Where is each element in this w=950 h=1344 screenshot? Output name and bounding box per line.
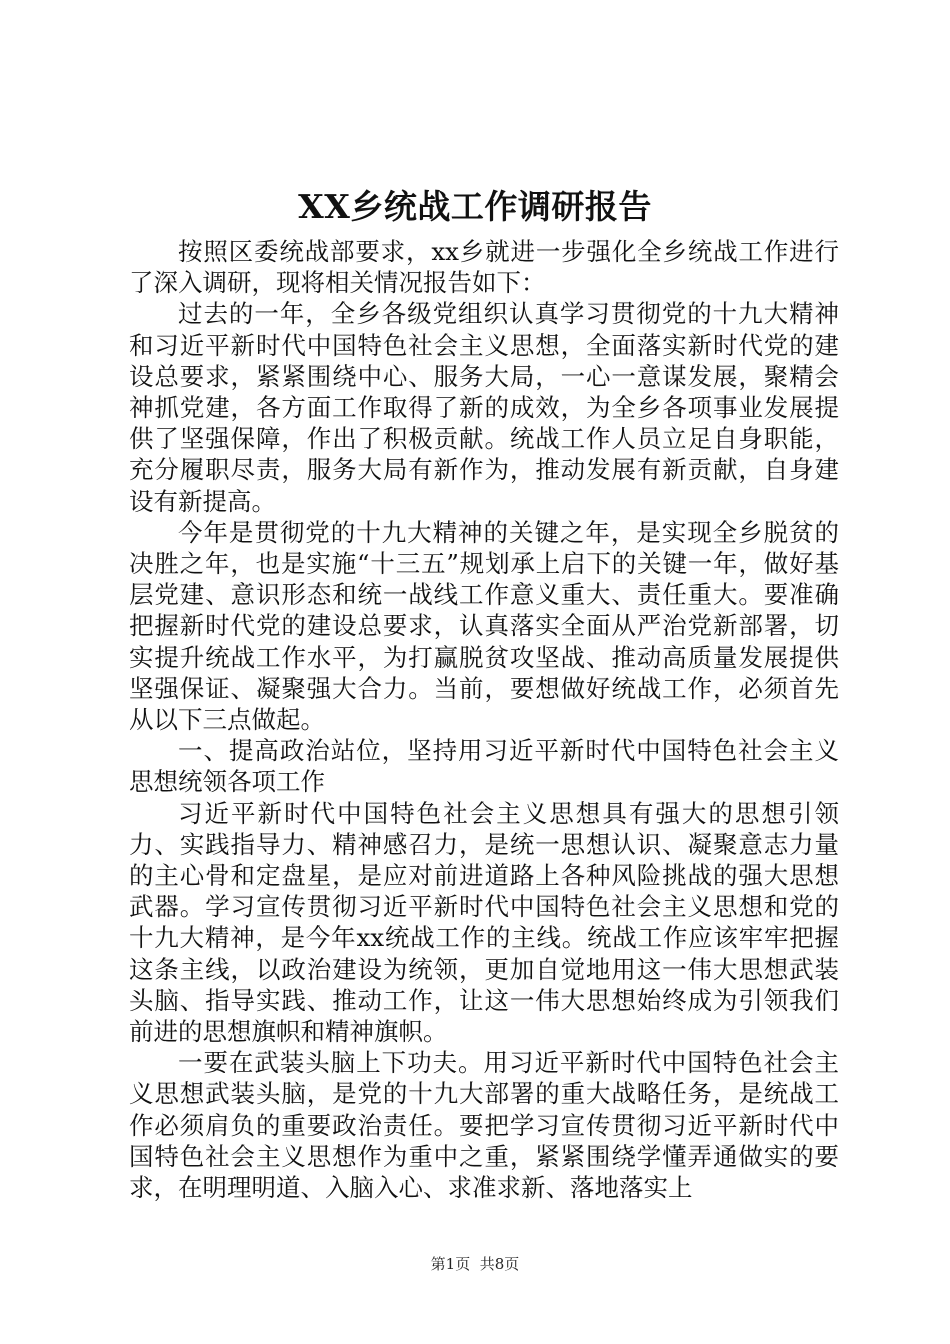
- paragraph-arm-minds: 一要在武装头脑上下功夫。用习近平新时代中国特色社会主义思想武装头脑，是党的十九大部署的重大战略任务，是统战工作必须肩负的重要政治责任。要把学习宣传贯彻习近平新时代中国特色社会主义思想作为重中之重，紧紧围绕学懂弄通做实的要求，在明理明道、入脑入心、求准求新、落地落实上: [129, 1048, 839, 1203]
- page-footer: [0, 1254, 950, 1274]
- page-number: 第1页: [430, 1255, 471, 1273]
- paragraph-past-year: 过去的一年，全乡各级党组织认真学习贯彻党的十九大精神和习近平新时代中国特色社会主义思想，全面落实新时代党的建设总要求，紧紧围绕中心、服务大局，一心一意谋发展，聚精会神抓党建，各方面工作取得了新的成效，为全乡各项事业发展提供了坚强保障，作出了积极贡献。统战工作人员立足自身职能，充分履职尽责，服务大局有新作为，推动发展有新贡献，自身建设有新提高。: [129, 299, 839, 516]
- paragraph-this-year: 今年是贯彻党的十九大精神的关键之年，是实现全乡脱贫的决胜之年，也是实施“十三五”规划承上启下的关键一年，做好基层党建、意识形态和统一战线工作意义重大、责任重大。要准确把握新时代党的建设总要求，认真落实全面从严治党新部署，切实提升统战工作水平，为打赢脱贫攻坚战、推动高质量发展提供坚强保证、凝聚强大合力。当前，要想做好统战工作，必须首先从以下三点做起。: [129, 517, 839, 735]
- section-heading-1: 一、提高政治站位，坚持用习近平新时代中国特色社会主义思想统领各项工作: [129, 736, 839, 797]
- document-title: XX乡统战工作调研报告: [298, 187, 652, 226]
- paragraph-intro: 按照区委统战部要求，xx乡就进一步强化全乡统战工作进行了深入调研，现将相关情况报告如下：: [129, 237, 839, 298]
- paragraph-thought: 习近平新时代中国特色社会主义思想具有强大的思想引领力、实践指导力、精神感召力，是统一思想认识、凝聚意志力量的主心骨和定盘星，是应对前进道路上各种风险挑战的强大思想武器。学习宣传贯彻习近平新时代中国特色社会主义思想和党的十九大精神，是今年xx统战工作的主线。统战工作应该牢牢把握这条主线，以政治建设为统领，更加自觉地用这一伟大思想武装头脑、指导实践、推动工作，让这一伟大思想始终成为引领我们前进的思想旗帜和精神旗帜。: [129, 798, 839, 1047]
- document-body: [129, 236, 839, 1203]
- page-total: 共8页: [479, 1255, 520, 1273]
